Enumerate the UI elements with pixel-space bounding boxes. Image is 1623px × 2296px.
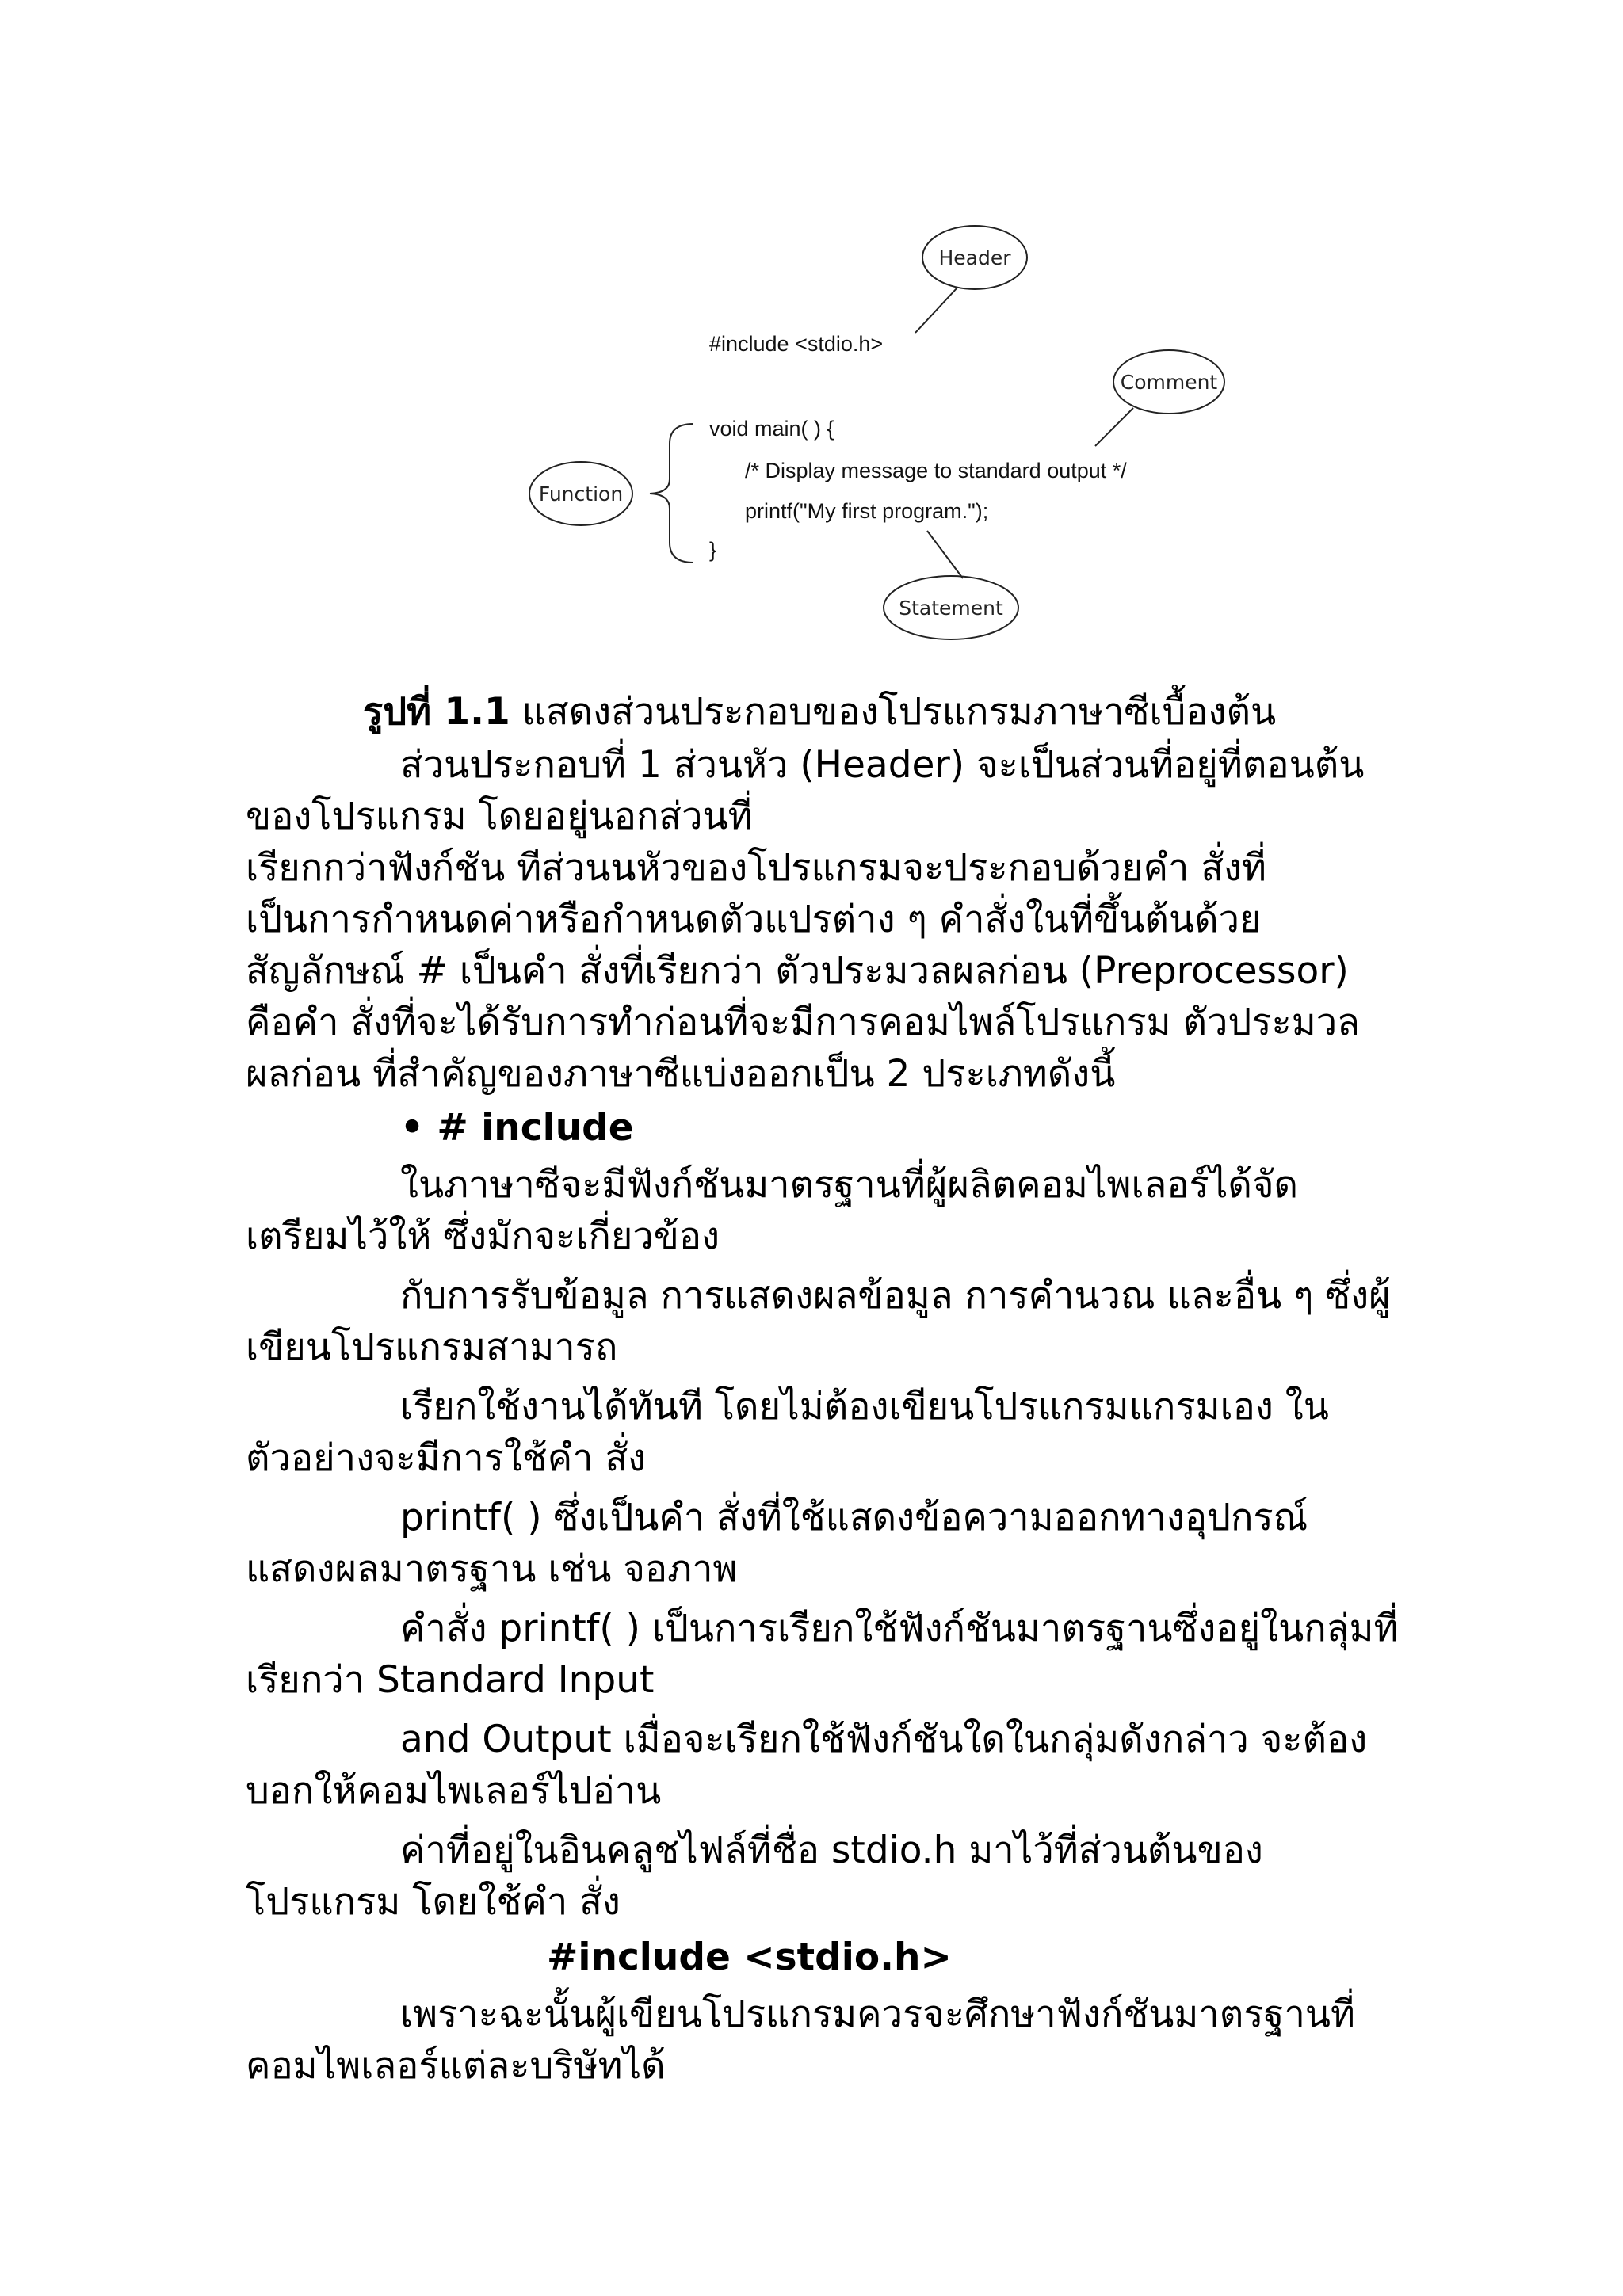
paragraph1-line: เป็นการกำหนดค่าหรือกำหนดตัวแปรต่าง ๆ คำสั่งในที่ขึ้นต้นด้วย [246,898,1262,941]
paragraph2-line: กับการรับข้อมูล การแสดงผลข้อมูล การคำนวณ และอื่น ๆ ซึ่งผู้ [400,1274,1391,1318]
code-include: #include <stdio.h> [709,332,884,356]
comment-connector [1095,408,1133,446]
code-close-brace: } [709,538,717,562]
diagram-svg [523,214,1268,658]
paragraph2-line: โปรแกรม โดยใช้คำ สั่ง [246,1880,621,1924]
code-main: void main( ) { [709,417,834,441]
statement-connector [927,531,963,578]
paragraph2-line: เรียกใช้งานได้ทันที โดยไม่ต้องเขียนโปรแกรมแกรมเอง ใน [400,1385,1329,1428]
include-code-line: #include <stdio.h> [547,1936,952,1979]
function-bubble-label: Function [538,482,624,505]
paragraph2-line: เรียกว่า Standard Input [246,1658,655,1702]
paragraph1-line: เรียกกว่าฟังก์ชัน ทีส่วนนหัวของโปรแกรมจะประกอบด้วยคำ สั่งที่ [246,846,1266,890]
paragraph1-line: คือคำ สั่งที่จะได้รับการทำก่อนที่จะมีการคอมไพล์โปรแกรม ตัวประมวล [246,1001,1360,1044]
paragraph2-line: แสดงผลมาตรฐาน เช่น จอภาพ [246,1547,738,1591]
function-brace [650,424,693,563]
caption-label: รูปที่ 1.1 [363,690,510,734]
figure-caption [363,688,1276,737]
paragraph1-line: ส่วนประกอบที่ 1 ส่วนหัว (Header) จะเป็นส่วนที่อยู่ที่ตอนต้น [400,743,1365,787]
paragraph2-line: บอกให้คอมไพเลอร์ไปอ่าน [246,1769,662,1813]
paragraph1-line: ของโปรแกรม โดยอยู่นอกส่วนที่ [246,795,753,838]
paragraph2-line: ตัวอย่างจะมีการใช้คำ สั่ง [246,1436,647,1480]
include-bullet-heading: • # include [400,1106,634,1150]
paragraph2-line: ในภาษาซีจะมีฟังก์ชันมาตรฐานที่ผู้ผลิตคอมไพเลอร์ได้จัด [400,1163,1299,1207]
caption-text: แสดงส่วนประกอบของโปรแกรมภาษาซีเบื้องต้น [510,690,1277,734]
code-printf: printf("My first program."); [745,499,989,523]
paragraph2-line: เตรียมไว้ให้ ซึ่งมักจะเกี่ยวข้อง [246,1215,720,1258]
header-connector [915,288,957,333]
program-structure-diagram [523,214,1268,658]
paragraph2-line: ค่าที่อยู่ในอินคลูชไฟล์ที่ชื่อ stdio.h มาไว้ที่ส่วนต้นของ [400,1829,1263,1872]
header-bubble-label: Header [938,246,1011,269]
paragraph3-line: เพราะฉะนั้นผู้เขียนโปรแกรมควรจะศึกษาฟังก์ชันมาตรฐานที่ [400,1993,1355,2036]
paragraph1-line: สัญลักษณ์ # เป็นคำ สั่งที่เรียกว่า ตัวประมวลผลก่อน (Preprocessor) [246,949,1349,993]
code-comment: /* Display message to standard output */ [745,459,1127,482]
paragraph2-line: and Output เมื่อจะเรียกใช้ฟังก์ชันใดในกลุ่มดังกล่าว จะต้อง [400,1718,1368,1761]
paragraph3-line: คอมไพเลอร์แต่ละบริษัทได้ [246,2044,666,2088]
paragraph1-line: ผลก่อน ที่สำคัญของภาษาซีแบ่งออกเป็น 2 ประเภทดังนี้ [246,1052,1116,1096]
statement-bubble-label: Statement [899,597,1003,620]
paragraph2-line: printf( ) ซึ่งเป็นคำ สั่งที่ใช้แสดงข้อความออกทางอุปกรณ์ [400,1496,1308,1539]
comment-bubble-label: Comment [1120,371,1218,394]
paragraph2-line: คำสั่ง printf( ) เป็นการเรียกใช้ฟังก์ชันมาตรฐานซึ่งอยู่ในกลุ่มที่ [400,1607,1399,1650]
paragraph2-line: เขียนโปรแกรมสามารถ [246,1325,618,1369]
